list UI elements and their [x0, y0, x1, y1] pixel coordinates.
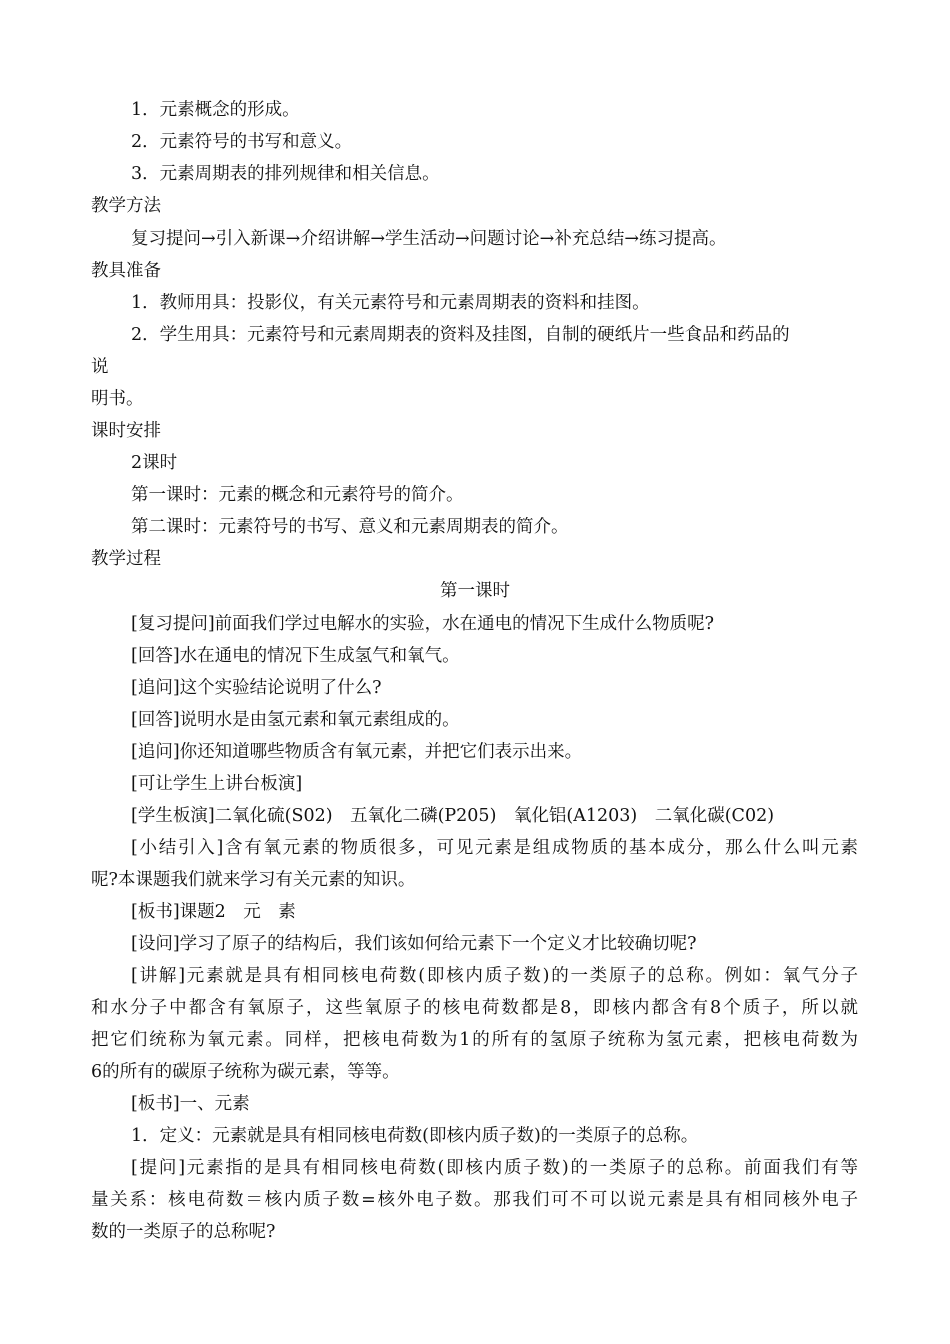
tools-student-line2: 说: [91, 357, 109, 377]
process-line: 和水分子中都含有氧原子，这些氧原子的核电荷数都是8，即核内都含有8个质子，所以就: [91, 998, 858, 1018]
process-line: [讲解]元素就是具有相同核电荷数(即核内质子数)的一类原子的总称。例如：氧气分子: [131, 966, 858, 986]
process-line: [追问]这个实验结论说明了什么?: [131, 678, 382, 698]
process-line: [学生板演]二氧化硫(S02) 五氧化二磷(P205) 氧化铝(A1203) 二氧化碳(C02): [131, 806, 775, 826]
tools-student-line1: 2．学生用具：元素符号和元素周期表的资料及挂图，自制的硬纸片一些食品和药品的: [131, 325, 790, 345]
process-line: 量关系：核电荷数＝核内质子数=核外电子数。那我们可不可以说元素是具有相同核外电子: [91, 1190, 858, 1210]
process-line: [复习提问]前面我们学过电解水的实验，水在通电的情况下生成什么物质呢?: [131, 614, 715, 634]
lesson-title: 第一课时: [440, 581, 510, 601]
objective-2: 2．元素符号的书写和意义。: [131, 132, 353, 152]
process-line: 数的一类原子的总称呢?: [91, 1222, 276, 1242]
method-heading: 教学方法: [91, 196, 161, 216]
objective-1: 1．元素概念的形成。: [131, 100, 300, 120]
process-line: [板书]课题2 元 素: [131, 902, 296, 922]
process-heading: 教学过程: [91, 549, 161, 569]
method-text: 复习提问→引入新课→介绍讲解→学生活动→问题讨论→补充总结→练习提高。: [131, 229, 727, 249]
tools-student-line3: 明书。: [91, 389, 144, 409]
process-line: 把它们统称为氧元素。同样，把核电荷数为1的所有的氢原子统称为氢元素，把核电荷数为: [91, 1030, 858, 1050]
process-line: [回答]水在通电的情况下生成氢气和氧气。: [131, 646, 460, 666]
process-line: [设问]学习了原子的结构后，我们该如何给元素下一个定义才比较确切呢?: [131, 934, 697, 954]
process-line: [小结引入]含有氧元素的物质很多，可见元素是组成物质的基本成分，那么什么叫元素: [131, 838, 858, 858]
schedule-first: 第一课时：元素的概念和元素符号的简介。: [131, 485, 464, 505]
process-line: 1．定义：元素就是具有相同核电荷数(即核内质子数)的一类原子的总称。: [131, 1126, 699, 1146]
process-line: [板书]一、元素: [131, 1094, 250, 1114]
schedule-heading: 课时安排: [91, 421, 161, 441]
process-line: 呢?本课题我们就来学习有关元素的知识。: [91, 870, 416, 890]
schedule-count: 2课时: [131, 453, 178, 473]
objective-3: 3．元素周期表的排列规律和相关信息。: [131, 164, 440, 184]
process-line: [提问]元素指的是具有相同核电荷数(即核内质子数)的一类原子的总称。前面我们有等: [131, 1158, 858, 1178]
tools-teacher: 1．教师用具：投影仪，有关元素符号和元素周期表的资料和挂图。: [131, 293, 650, 313]
schedule-second: 第二课时：元素符号的书写、意义和元素周期表的简介。: [131, 517, 569, 537]
tools-heading: 教具准备: [91, 261, 161, 281]
process-line: [回答]说明水是由氢元素和氧元素组成的。: [131, 710, 460, 730]
process-line: [可让学生上讲台板演]: [131, 774, 303, 794]
process-line: 6的所有的碳原子统称为碳元素，等等。: [91, 1062, 400, 1082]
process-line: [追问]你还知道哪些物质含有氧元素，并把它们表示出来。: [131, 742, 583, 762]
